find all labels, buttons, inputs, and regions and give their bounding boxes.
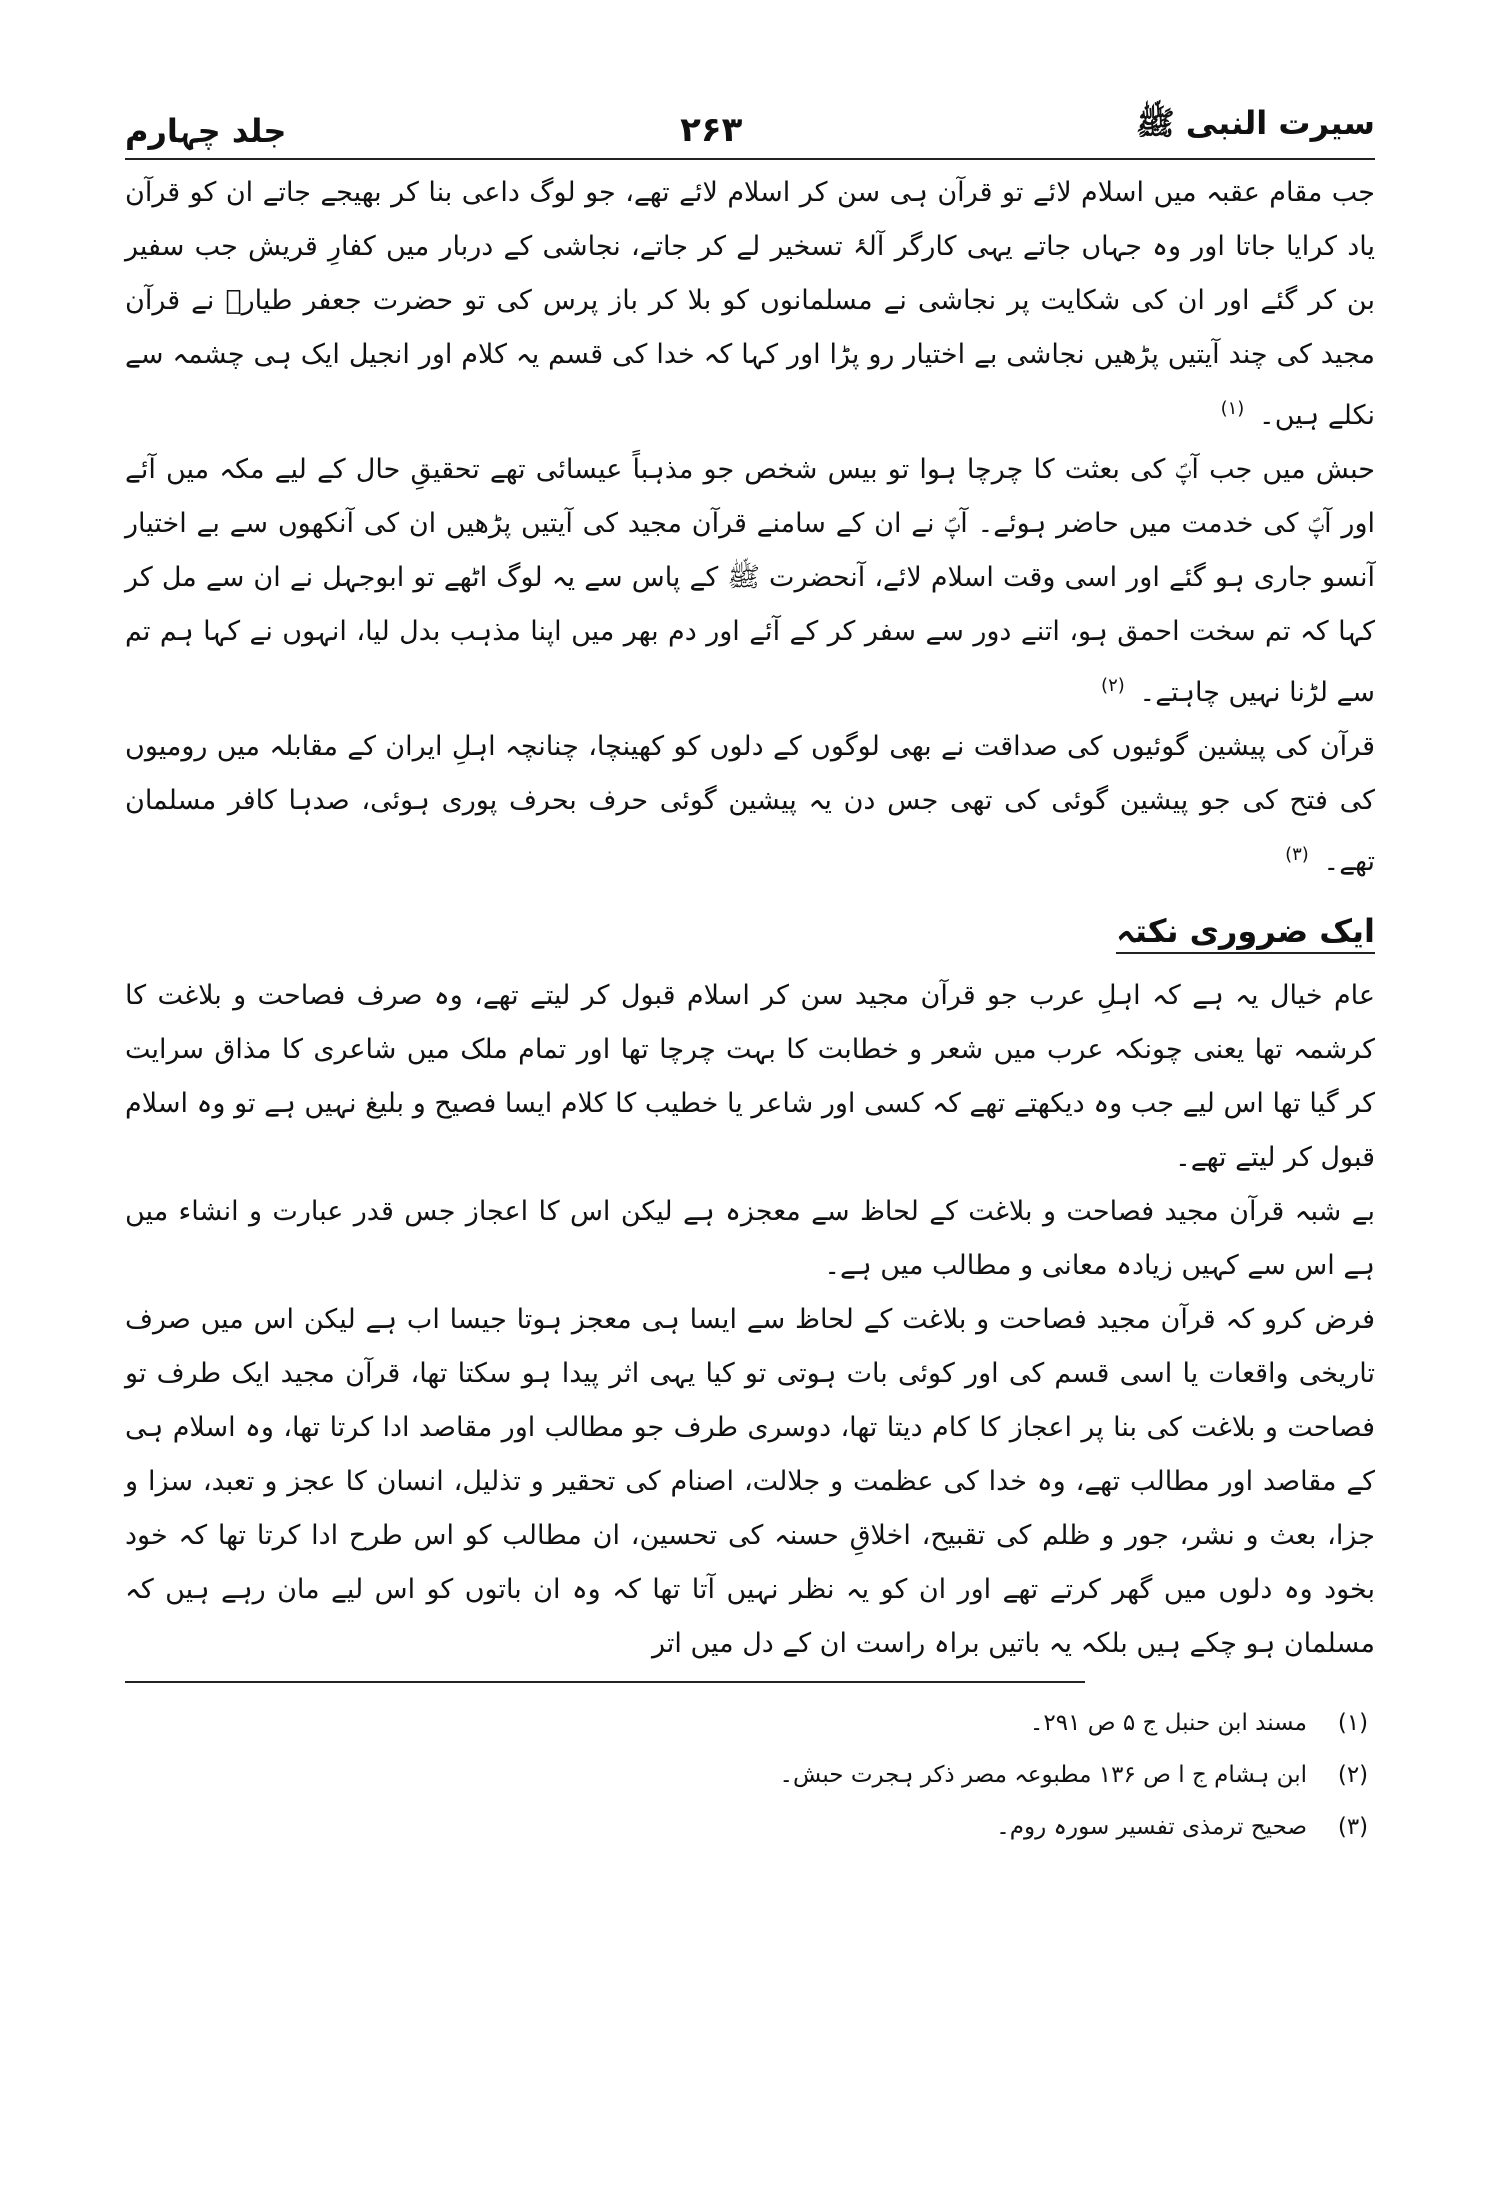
- footnote-divider: [125, 1681, 1085, 1683]
- paragraph-text: قرآن کی پیشین گوئیوں کی صداقت نے بھی لوگوں کے دلوں کو کھینچا، چنانچہ اہلِ ایران کے مقابلہ میں رومیوں کی فتح کی جو پیشین گوئی کی تھی جس دن یہ پیشین گوئی حرف بحرف پوری ہوئی، صدہا کافر مسلمان تھے۔: [125, 731, 1375, 877]
- page-number: ۲۶۳: [680, 110, 743, 150]
- footnote-reference: (۱): [1220, 398, 1245, 419]
- section-heading: [125, 903, 1375, 959]
- footnote-reference: (۲): [1101, 675, 1125, 696]
- paragraph: [125, 1293, 1375, 1671]
- paragraph: [125, 443, 1375, 720]
- footnote-number: (۱): [1337, 1710, 1369, 1736]
- footnote-number: (۲): [1337, 1762, 1369, 1788]
- paragraph-text: عام خیال یہ ہے کہ اہلِ عرب جو قرآن مجید سن کر اسلام قبول کر لیتے تھے، وہ صرف فصاحت و بلاغت کا کرشمہ تھا یعنی چونکہ عرب میں شعر و خطابت کا بہت چرچا تھا اور تمام ملک میں شاعری کا مذاق سرایت کر گیا تھا اس لیے جب وہ دیکھتے تھے کہ کسی اور شاعر یا خطیب کا کلام ایسا فصیح و بلیغ نہیں ہے تو وہ اسلام قبول کر لیتے تھے۔: [125, 980, 1375, 1173]
- footnote-text: ابن ہشام ج ا ص ۱۳۶ مطبوعہ مصر ذکر ہجرت حبش۔: [779, 1762, 1307, 1788]
- footnote-text: مسند ابن حنبل ج ۵ ص ۲۹۱۔: [1029, 1710, 1307, 1736]
- paragraph-text: بے شبہ قرآن مجید فصاحت و بلاغت کے لحاظ سے معجزہ ہے لیکن اس کا اعجاز جس قدر عبارت و انشاء میں ہے اس سے کہیں زیادہ معانی و مطالب میں ہے۔: [125, 1196, 1375, 1281]
- paragraph: [125, 166, 1375, 443]
- section-text: [125, 969, 1375, 1671]
- paragraph-text: جب مقام عقبہ میں اسلام لائے تو قرآن ہی سن کر اسلام لائے تھے، جو لوگ داعی بنا کر بھیجے جاتے ان کو قرآن یاد کرایا جاتا اور وہ جہاں جاتے یہی کارگر آلۂ تسخیر لے کر جاتے، نجاشی کے دربار میں کفارِ قریش جب سفیر بن کر گئے اور ان کی شکایت پر نجاشی نے مسلمانوں کو بلا کر باز پرس کی تو حضرت جعفر طیارؓ نے قرآن مجید کی چند آیتیں پڑھیں نجاشی بے اختیار رو پڑا اور کہا کہ خدا کی قسم یہ کلام اور انجیل ایک ہی چشمہ سے نکلے ہیں۔: [125, 177, 1375, 431]
- footnote-text: صحیح ترمذی تفسیر سورہ روم۔: [996, 1814, 1307, 1840]
- volume-label: جلد چہارم: [125, 112, 287, 150]
- book-title: سیرت النبی ﷺ: [1135, 104, 1375, 142]
- paragraph-text: حبش میں جب آپؐ کی بعثت کا چرچا ہوا تو بیس شخص جو مذہباً عیسائی تھے تحقیقِ حال کے لیے مکہ میں آئے اور آپؐ کی خدمت میں حاضر ہوئے۔ آپؐ نے ان کے سامنے قرآن مجید کی آیتیں پڑھیں ان کی آنکھوں سے بے اختیار آنسو جاری ہو گئے اور اسی وقت اسلام لائے، آنحضرت ﷺ کے پاس سے یہ لوگ اٹھے تو ابوجہل نے ان سے مل کر کہا کہ تم سخت احمق ہو، اتنے دور سے سفر کر کے آئے اور دم بھر میں اپنا مذہب بدل لیا، انہوں نے کہا ہم تم سے لڑنا نہیں چاہتے۔: [125, 454, 1375, 708]
- paragraph-text: فرض کرو کہ قرآن مجید فصاحت و بلاغت کے لحاظ سے ایسا ہی معجز ہوتا جیسا اب ہے لیکن اس میں صرف تاریخی واقعات یا اسی قسم کی اور کوئی بات ہوتی تو کیا یہی اثر پیدا ہو سکتا تھا، قرآن مجید ایک طرف تو فصاحت و بلاغت کی بنا پر اعجاز کا کام دیتا تھا، دوسری طرف جو مطالب اور مقاصد ادا کرتا تھا، وہ اسلام ہی کے مقاصد اور مطالب تھے، وہ خدا کی عظمت و جلالت، اصنام کی تحقیر و تذلیل، انسان کا عجز و تعبد، سزا و جزا، بعث و نشر، جور و ظلم کی تقبیح، اخلاقِ حسنہ کی تحسین، ان مطالب کو اس طرح ادا کرتا تھا کہ خود بخود وہ دلوں میں گھر کرتے تھے اور ان کو یہ نظر نہیں آتا تھا کہ وہ ان باتوں کو اس لیے مان رہے ہیں کہ مسلمان ہو چکے ہیں بلکہ یہ باتیں براہ راست ان کے دل میں اتر: [125, 1304, 1375, 1659]
- footnote-reference: (۳): [1285, 844, 1309, 865]
- footnote-item: [125, 1697, 1375, 1749]
- paragraph: [125, 1185, 1375, 1293]
- footnote-item: [125, 1801, 1375, 1853]
- footnotes: [125, 1697, 1375, 1853]
- footnote-item: [125, 1749, 1375, 1801]
- paragraph: [125, 720, 1375, 889]
- footnote-number: (۳): [1337, 1814, 1369, 1840]
- section-heading-text: ایک ضروری نکتہ: [1116, 912, 1375, 954]
- running-header: [125, 90, 1375, 150]
- paragraph: [125, 969, 1375, 1185]
- main-text: [125, 166, 1375, 889]
- header-divider: [125, 158, 1375, 160]
